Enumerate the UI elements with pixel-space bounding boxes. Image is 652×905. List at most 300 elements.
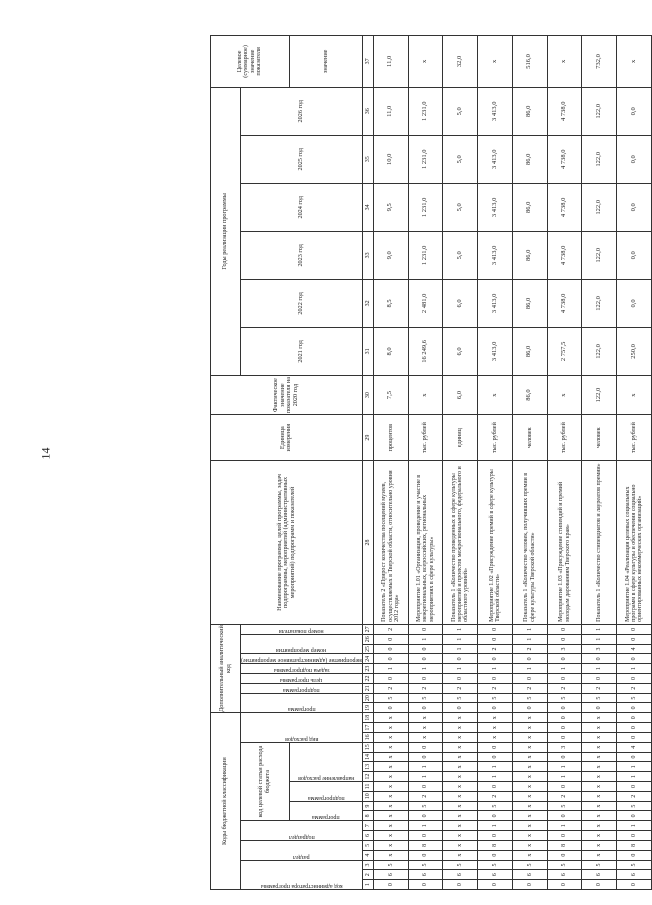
code-cell: x: [512, 752, 547, 762]
row-year-value: 3 413,0: [478, 135, 513, 183]
column-number: 33: [362, 231, 373, 279]
row-year-value: 122,0: [582, 279, 617, 327]
table-row: [478, 36, 513, 890]
row-year-value: 122,0: [582, 183, 617, 231]
row-target: 732,0: [582, 36, 617, 88]
code-cell: x: [443, 850, 478, 860]
code-cell: 3: [547, 742, 582, 752]
code-cell: 0: [617, 654, 652, 664]
row-year-value: 3 413,0: [478, 327, 513, 375]
code-cell: 8: [547, 840, 582, 850]
code-cell: 6: [617, 870, 652, 880]
row-unit: человек: [582, 415, 617, 461]
code-cell: 0: [373, 634, 408, 644]
code-cell: 0: [408, 850, 443, 860]
code-cell: 0: [408, 742, 443, 752]
code-cell: 5: [582, 860, 617, 870]
column-number: 11: [362, 782, 373, 792]
row-unit: тыс. рублей: [408, 415, 443, 461]
code-cell: 1: [582, 634, 617, 644]
code-cell: 0: [617, 674, 652, 684]
code-cell: 0: [617, 811, 652, 821]
code-cell: x: [443, 723, 478, 733]
code-cell: 4: [617, 742, 652, 752]
code-cell: 1: [478, 821, 513, 831]
column-number: 1: [362, 880, 373, 890]
code-cell: x: [373, 821, 408, 831]
analytic-col-0: программа: [287, 706, 316, 713]
column-number: 18: [362, 713, 373, 723]
row-year-value: 6,0: [443, 327, 478, 375]
code-cell: x: [478, 723, 513, 733]
column-number: 22: [362, 674, 373, 684]
target-value-sub: значение: [289, 36, 362, 88]
code-cell: x: [373, 752, 408, 762]
code-cell: 0: [547, 703, 582, 713]
year-2026: 2026 год: [241, 87, 363, 135]
code-cell: 0: [547, 674, 582, 684]
code-cell: 0: [512, 880, 547, 890]
row-year-value: 3 413,0: [478, 183, 513, 231]
column-number: 2: [362, 870, 373, 880]
row-year-value: 9,0: [373, 231, 408, 279]
program-table: [210, 35, 652, 890]
table-row: [617, 36, 652, 890]
code-cell: x: [582, 850, 617, 860]
row-name: Мероприятие 1.04 «Реализация целевых социальных программ в сфере культуры и обеспечения социально ориентированных некоммерческих организаций»: [617, 461, 652, 625]
code-cell: 0: [443, 654, 478, 664]
code-cell: x: [443, 840, 478, 850]
row-name: Мероприятие 1.03 «Присуждение стипендий и премий молодым дарованиям Тверского края»: [547, 461, 582, 625]
code-cell: x: [408, 733, 443, 743]
row-name: Мероприятие 1.01 «Организация, проведение и участие в межрегиональных, всероссийских, региональных мероприятиях в сфере культуры»: [408, 461, 443, 625]
razdel-header: раздел: [293, 853, 310, 860]
code-cell: x: [443, 772, 478, 782]
code-cell: 1: [617, 664, 652, 674]
analytic-col-5: номер мероприятия: [276, 647, 327, 654]
code-cell: x: [443, 752, 478, 762]
code-cell: x: [443, 762, 478, 772]
row-unit: тыс. рублей: [547, 415, 582, 461]
rotated-table-sheet: [210, 35, 644, 890]
code-cell: x: [512, 782, 547, 792]
code-cell: 1: [443, 624, 478, 634]
code-cell: 8: [478, 840, 513, 850]
code-cell: x: [373, 791, 408, 801]
code-cell: 0: [408, 831, 443, 841]
code-cell: x: [373, 850, 408, 860]
code-cell: x: [582, 752, 617, 762]
row-year-value: 8,0: [373, 327, 408, 375]
table-row: [582, 36, 617, 890]
code-cell: 0: [617, 831, 652, 841]
code-cell: 2: [617, 791, 652, 801]
code-cell: 1: [443, 644, 478, 654]
row-year-value: 2 757,5: [547, 327, 582, 375]
column-number: 27: [362, 624, 373, 634]
code-cell: 0: [373, 674, 408, 684]
code-cell: 0: [547, 733, 582, 743]
code-cell: x: [443, 742, 478, 752]
code-cell: 0: [408, 654, 443, 664]
year-2021: 2021 год: [241, 327, 363, 375]
column-number: 3: [362, 860, 373, 870]
column-number: 23: [362, 664, 373, 674]
code-cell: 0: [408, 782, 443, 792]
row-year-value: 9,5: [373, 183, 408, 231]
code-cell: x: [512, 831, 547, 841]
code-cell: x: [512, 791, 547, 801]
row-year-value: 3 413,0: [478, 231, 513, 279]
code-cell: 0: [478, 742, 513, 752]
code-cell: 5: [547, 693, 582, 703]
column-number: 34: [362, 183, 373, 231]
row-year-value: 122,0: [582, 231, 617, 279]
code-cell: x: [512, 850, 547, 860]
code-cell: 5: [478, 860, 513, 870]
code-cell: 5: [408, 801, 443, 811]
code-cell: 2: [547, 683, 582, 693]
row-year-value: 5,0: [443, 231, 478, 279]
row-year-value: 5,0: [443, 135, 478, 183]
column-number: 9: [362, 801, 373, 811]
code-cell: 1: [547, 821, 582, 831]
code-cell: x: [443, 801, 478, 811]
code-cell: 0: [547, 723, 582, 733]
row-year-value: 4 738,0: [547, 279, 582, 327]
code-cell: 1: [512, 664, 547, 674]
row-name: Показатель 1 «Количество проведенных в сфере культуры мероприятий и проектов межрегионального, федерального и областного уровней»: [443, 461, 478, 625]
column-number: 20: [362, 693, 373, 703]
code-cell: 0: [582, 674, 617, 684]
column-number: 30: [362, 375, 373, 414]
column-number: 37: [362, 36, 373, 88]
column-number: 26: [362, 634, 373, 644]
code-cell: x: [582, 772, 617, 782]
code-cell: x: [512, 713, 547, 723]
code-cell: x: [582, 723, 617, 733]
code-cell: x: [582, 713, 617, 723]
column-number: 31: [362, 327, 373, 375]
code-cell: x: [373, 782, 408, 792]
analytic-col-6: номер показателя: [279, 627, 324, 634]
code-cell: 0: [478, 831, 513, 841]
target-col-1: подпрограмма: [307, 794, 345, 801]
table-row: [443, 36, 478, 890]
fact-col-header: Фактическое значение показателя на 2020 год: [211, 375, 363, 414]
row-year-value: 6,0: [443, 279, 478, 327]
row-fact: х: [478, 375, 513, 414]
code-cell: 6: [582, 870, 617, 880]
code-cell: 0: [617, 634, 652, 644]
column-number: 35: [362, 135, 373, 183]
column-number: 5: [362, 840, 373, 850]
code-cell: 1: [373, 664, 408, 674]
code-cell: 0: [408, 811, 443, 821]
row-year-value: 4 738,0: [547, 135, 582, 183]
code-cell: 0: [408, 703, 443, 713]
row-year-value: 8,5: [373, 279, 408, 327]
code-cell: x: [478, 713, 513, 723]
code-cell: x: [512, 733, 547, 743]
page-number: 14: [38, 447, 53, 460]
row-fact: х: [617, 375, 652, 414]
row-year-value: 5,0: [443, 87, 478, 135]
code-cell: 0: [478, 703, 513, 713]
code-cell: x: [408, 713, 443, 723]
column-number: 7: [362, 821, 373, 831]
column-number: 16: [362, 733, 373, 743]
code-cell: x: [373, 811, 408, 821]
row-year-value: 86,0: [512, 183, 547, 231]
target-col-2: направление расходов: [297, 775, 355, 782]
code-cell: 5: [547, 801, 582, 811]
row-year-value: 122,0: [582, 87, 617, 135]
code-cell: 4: [617, 644, 652, 654]
row-year-value: 1 231,0: [408, 135, 443, 183]
analytic-col-4: мероприятие (административное мероприятие): [241, 657, 362, 664]
code-cell: x: [373, 713, 408, 723]
code-cell: 0: [478, 634, 513, 644]
column-number: 17: [362, 723, 373, 733]
code-cell: 6: [408, 870, 443, 880]
row-fact: 7,5: [373, 375, 408, 414]
code-cell: 5: [373, 693, 408, 703]
code-cell: x: [512, 801, 547, 811]
code-cell: 0: [443, 703, 478, 713]
code-cell: x: [373, 723, 408, 733]
row-year-value: 0,0: [617, 135, 652, 183]
row-target: 32,0: [443, 36, 478, 88]
code-cell: 1: [512, 624, 547, 634]
code-cell: 2: [478, 683, 513, 693]
code-cell: 0: [547, 752, 582, 762]
code-cell: 0: [617, 782, 652, 792]
year-2024: 2024 год: [241, 183, 363, 231]
row-year-value: 16 249,6: [408, 327, 443, 375]
code-cell: x: [582, 782, 617, 792]
code-cell: 1: [617, 772, 652, 782]
code-cell: 5: [617, 801, 652, 811]
code-cell: 2: [547, 791, 582, 801]
row-year-value: 10,0: [373, 135, 408, 183]
row-name: Показатель 2 «Прирост количества посещений музеев, осуществляемых в Тверской области, относительно уровня 2012 года»: [373, 461, 408, 625]
code-cell: x: [582, 801, 617, 811]
column-number: 29: [362, 415, 373, 461]
row-year-value: 86,0: [512, 279, 547, 327]
podrazdel-header: подраздел: [288, 833, 315, 840]
row-year-value: 0,0: [617, 279, 652, 327]
row-unit: процентов: [373, 415, 408, 461]
code-cell: 2: [373, 683, 408, 693]
code-cell: 1: [408, 634, 443, 644]
row-unit: тыс. рублей: [478, 415, 513, 461]
analytic-title: Дополнительный аналитический код: [211, 624, 241, 712]
code-cell: 5: [478, 693, 513, 703]
year-2023: 2023 год: [241, 231, 363, 279]
row-fact: 86,0: [512, 375, 547, 414]
table-row: [373, 36, 408, 890]
code-cell: x: [582, 742, 617, 752]
code-cell: 6: [547, 870, 582, 880]
code-cell: 0: [512, 674, 547, 684]
code-cell: 0: [617, 624, 652, 634]
row-year-value: 122,0: [582, 327, 617, 375]
row-target: х: [408, 36, 443, 88]
code-cell: x: [582, 811, 617, 821]
code-cell: x: [512, 742, 547, 752]
code-cell: 5: [408, 860, 443, 870]
code-cell: x: [373, 831, 408, 841]
code-cell: x: [582, 831, 617, 841]
code-cell: 0: [408, 674, 443, 684]
analytic-col-3: задача подпрограммы: [273, 667, 330, 674]
code-cell: 1: [408, 762, 443, 772]
row-target: х: [478, 36, 513, 88]
row-year-value: 4 738,0: [547, 87, 582, 135]
code-cell: x: [443, 782, 478, 792]
code-cell: 5: [582, 693, 617, 703]
row-year-value: 3 413,0: [478, 279, 513, 327]
row-year-value: 1 231,0: [408, 183, 443, 231]
code-cell: x: [512, 840, 547, 850]
code-cell: 0: [547, 880, 582, 890]
code-cell: x: [443, 811, 478, 821]
code-cell: 0: [373, 880, 408, 890]
column-number: 6: [362, 831, 373, 841]
row-unit: человек: [512, 415, 547, 461]
code-cell: 2: [478, 644, 513, 654]
code-cell: x: [582, 821, 617, 831]
code-cell: 5: [547, 860, 582, 870]
row-year-value: 4 738,0: [547, 231, 582, 279]
code-cell: 0: [373, 703, 408, 713]
row-fact: 122,0: [582, 375, 617, 414]
code-cell: 2: [512, 644, 547, 654]
code-cell: 0: [617, 703, 652, 713]
row-fact: х: [408, 375, 443, 414]
row-unit: единиц: [443, 415, 478, 461]
code-cell: x: [443, 821, 478, 831]
years-title: Годы реализации программы: [211, 87, 241, 375]
row-year-value: 1 231,0: [408, 231, 443, 279]
code-cell: 0: [617, 880, 652, 890]
row-year-value: 4 738,0: [547, 183, 582, 231]
code-cell: 0: [547, 850, 582, 860]
code-cell: 1: [443, 664, 478, 674]
code-cell: 8: [617, 840, 652, 850]
code-cell: 5: [408, 693, 443, 703]
code-cell: 0: [373, 654, 408, 664]
column-number: 36: [362, 87, 373, 135]
code-cell: x: [443, 733, 478, 743]
code-cell: x: [582, 733, 617, 743]
code-cell: 0: [582, 703, 617, 713]
code-cell: 0: [478, 782, 513, 792]
code-cell: 0: [478, 752, 513, 762]
code-cell: 0: [478, 624, 513, 634]
column-number: 28: [362, 461, 373, 625]
code-cell: 0: [547, 624, 582, 634]
code-cell: x: [582, 762, 617, 772]
row-name: Мероприятие 1.02 «Присуждение премий в сфере культуры Тверской области»: [478, 461, 513, 625]
code-cell: 2: [478, 791, 513, 801]
code-cell: 1: [408, 664, 443, 674]
row-name: Показатель 1 «Количество стипендиатов и лауреатов премии»: [582, 461, 617, 625]
column-number: 24: [362, 654, 373, 664]
analytic-col-1: подпрограмма: [283, 686, 320, 693]
code-cell: 1: [443, 634, 478, 644]
code-cell: 5: [443, 693, 478, 703]
row-year-value: 5,0: [443, 183, 478, 231]
code-cell: 3: [582, 644, 617, 654]
code-cell: 0: [478, 811, 513, 821]
code-cell: 0: [547, 654, 582, 664]
code-cell: 1: [478, 664, 513, 674]
code-cell: 6: [373, 870, 408, 880]
code-cell: 0: [547, 782, 582, 792]
table-row: [408, 36, 443, 890]
column-number: 10: [362, 791, 373, 801]
target-col-0: программа: [312, 814, 340, 821]
row-year-value: 0,0: [617, 231, 652, 279]
code-cell: 0: [408, 880, 443, 890]
code-cell: 0: [512, 654, 547, 664]
code-cell: 5: [617, 693, 652, 703]
code-cell: 2: [373, 624, 408, 634]
code-cell: 1: [512, 634, 547, 644]
row-year-value: 122,0: [582, 135, 617, 183]
code-cell: x: [512, 723, 547, 733]
code-cell: 0: [582, 880, 617, 890]
code-cell: 0: [547, 811, 582, 821]
column-number: 12: [362, 772, 373, 782]
year-2022: 2022 год: [241, 279, 363, 327]
code-cell: 6: [478, 870, 513, 880]
name-col-header: Наименование программы, целей программы, задач подпрограммы, мероприятий (административных мероприятий) подпрограмм и показателей: [211, 461, 363, 625]
code-cell: x: [373, 772, 408, 782]
code-cell: 6: [512, 870, 547, 880]
column-number: 8: [362, 811, 373, 821]
code-cell: x: [373, 742, 408, 752]
code-cell: 5: [512, 860, 547, 870]
code-cell: 1: [408, 821, 443, 831]
code-cell: 1: [582, 624, 617, 634]
row-year-value: 86,0: [512, 87, 547, 135]
row-year-value: 0,0: [617, 183, 652, 231]
code-cell: 0: [443, 674, 478, 684]
code-cell: x: [373, 762, 408, 772]
code-cell: x: [373, 840, 408, 850]
column-number: 19: [362, 703, 373, 713]
target-value-title: Целевое (суммарное) значение показателя: [211, 36, 290, 88]
code-cell: 1: [582, 664, 617, 674]
code-cell: x: [443, 831, 478, 841]
row-year-value: 86,0: [512, 231, 547, 279]
unit-col-header: Единица измерения: [211, 415, 363, 461]
code-cell: 1: [617, 821, 652, 831]
code-cell: 0: [617, 850, 652, 860]
code-cell: 0: [617, 752, 652, 762]
code-cell: 0: [408, 752, 443, 762]
column-number: 21: [362, 683, 373, 693]
code-cell: x: [443, 713, 478, 723]
row-fact: 6,0: [443, 375, 478, 414]
code-cell: 0: [547, 634, 582, 644]
code-cell: x: [512, 821, 547, 831]
code-cell: 2: [512, 683, 547, 693]
analytic-col-2: цель программы: [280, 676, 323, 683]
